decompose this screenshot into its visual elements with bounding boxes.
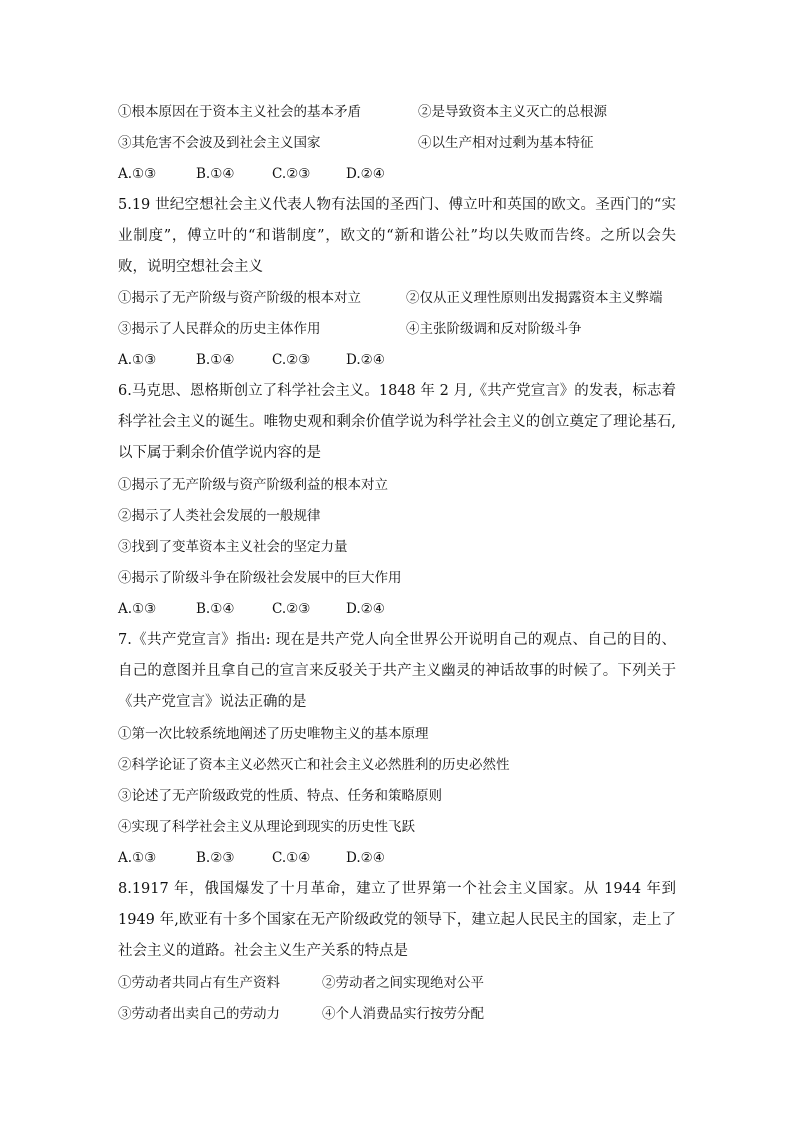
q5-choice-a: A.①③ [118, 352, 157, 368]
q7-option-2: ②科学论证了资本主义必然灭亡和社会主义必然胜利的历史必然性 [118, 757, 510, 773]
q4-choice-a: A.①③ [118, 166, 157, 182]
q5-choice-b: B.①④ [196, 352, 235, 368]
q4-choice-c: C.②③ [272, 166, 311, 182]
q8-option-1: ①劳动者共同占有生产资料 [118, 975, 280, 991]
q4-option-3: ③其危害不会波及到社会主义国家 [118, 135, 321, 151]
q8-stem: 8.1917 年，俄国爆发了十月革命，建立了世界第一个社会主义国家。从 1944 年到 1949 年,欧亚有十多个国家在无产阶级政党的领导下，建立起人民民主的国家，走上了社会主义的道路。社会主义生产关系的特点是 [118, 881, 676, 959]
q5-stem: 5.19 世纪空想社会主义代表人物有法国的圣西门、傅立叶和英国的欧文。圣西门的“实业制度”，傅立叶的“和谐制度”，欧文的“新和谐公社”均以失败而告终。之所以会失败，说明空想社会主义 [118, 197, 676, 275]
q8-option-3: ③劳动者出卖自己的劳动力 [118, 1006, 280, 1022]
q5-option-1: ①揭示了无产阶级与资产阶级的根本对立 [118, 290, 361, 306]
q5-choice-c: C.②③ [272, 352, 311, 368]
q5-choice-d: D.②④ [346, 352, 385, 368]
q6-stem: 6.马克思、恩格斯创立了科学社会主义。1848 年 2 月,《共产党宣言》的发表，标志着科学社会主义的诞生。唯物史观和剩余价值学说为科学社会主义的创立奠定了理论基石,以下属于剩余价值学说内容的是 [118, 383, 676, 461]
q5-option-3: ③揭示了人民群众的历史主体作用 [118, 321, 321, 337]
q7-choice-c: C.①④ [272, 850, 311, 866]
q6-option-1: ①揭示了无产阶级与资产阶级利益的根本对立 [118, 477, 388, 493]
q7-option-3: ③论述了无产阶级政党的性质、特点、任务和策略原则 [118, 788, 442, 804]
q6-choice-a: A.①③ [118, 601, 157, 617]
q6-choice-d: D.②④ [346, 601, 385, 617]
q4-choice-b: B.①④ [196, 166, 235, 182]
q6-choice-b: B.①④ [196, 601, 235, 617]
q4-option-2: ②是导致资本主义灭亡的总根源 [418, 104, 607, 120]
q5-option-2: ②仅从正义理性原则出发揭露资本主义弊端 [406, 290, 663, 306]
q5-option-4: ④主张阶级调和反对阶级斗争 [406, 321, 582, 337]
q7-option-1: ①第一次比较系统地阐述了历史唯物主义的基本原理 [118, 726, 429, 742]
q7-choice-a: A.①③ [118, 850, 157, 866]
q6-option-3: ③找到了变革资本主义社会的坚定力量 [118, 539, 348, 555]
q6-option-4: ④揭示了阶级斗争在阶级社会发展中的巨大作用 [118, 570, 402, 586]
q7-option-4: ④实现了科学社会主义从理论到现实的历史性飞跃 [118, 819, 415, 835]
q7-choice-d: D.②④ [346, 850, 385, 866]
q8-option-2: ②劳动者之间实现绝对公平 [322, 975, 484, 991]
q4-choice-d: D.②④ [346, 166, 385, 182]
q8-option-4: ④个人消费品实行按劳分配 [322, 1006, 484, 1022]
q6-choice-c: C.②③ [272, 601, 311, 617]
q4-option-1: ①根本原因在于资本主义社会的基本矛盾 [118, 104, 361, 120]
q6-option-2: ②揭示了人类社会发展的一般规律 [118, 508, 321, 524]
q7-choice-b: B.②③ [196, 850, 235, 866]
q7-stem: 7.《共产党宣言》指出: 现在是共产党人向全世界公开说明自己的观点、自己的目的、自己的意图并且拿自己的宣言来反驳关于共产主义幽灵的神话故事的时候了。下列关于《共产党宣言》说法正确的是 [118, 632, 676, 710]
q4-option-4: ④以生产相对过剩为基本特征 [418, 135, 594, 151]
